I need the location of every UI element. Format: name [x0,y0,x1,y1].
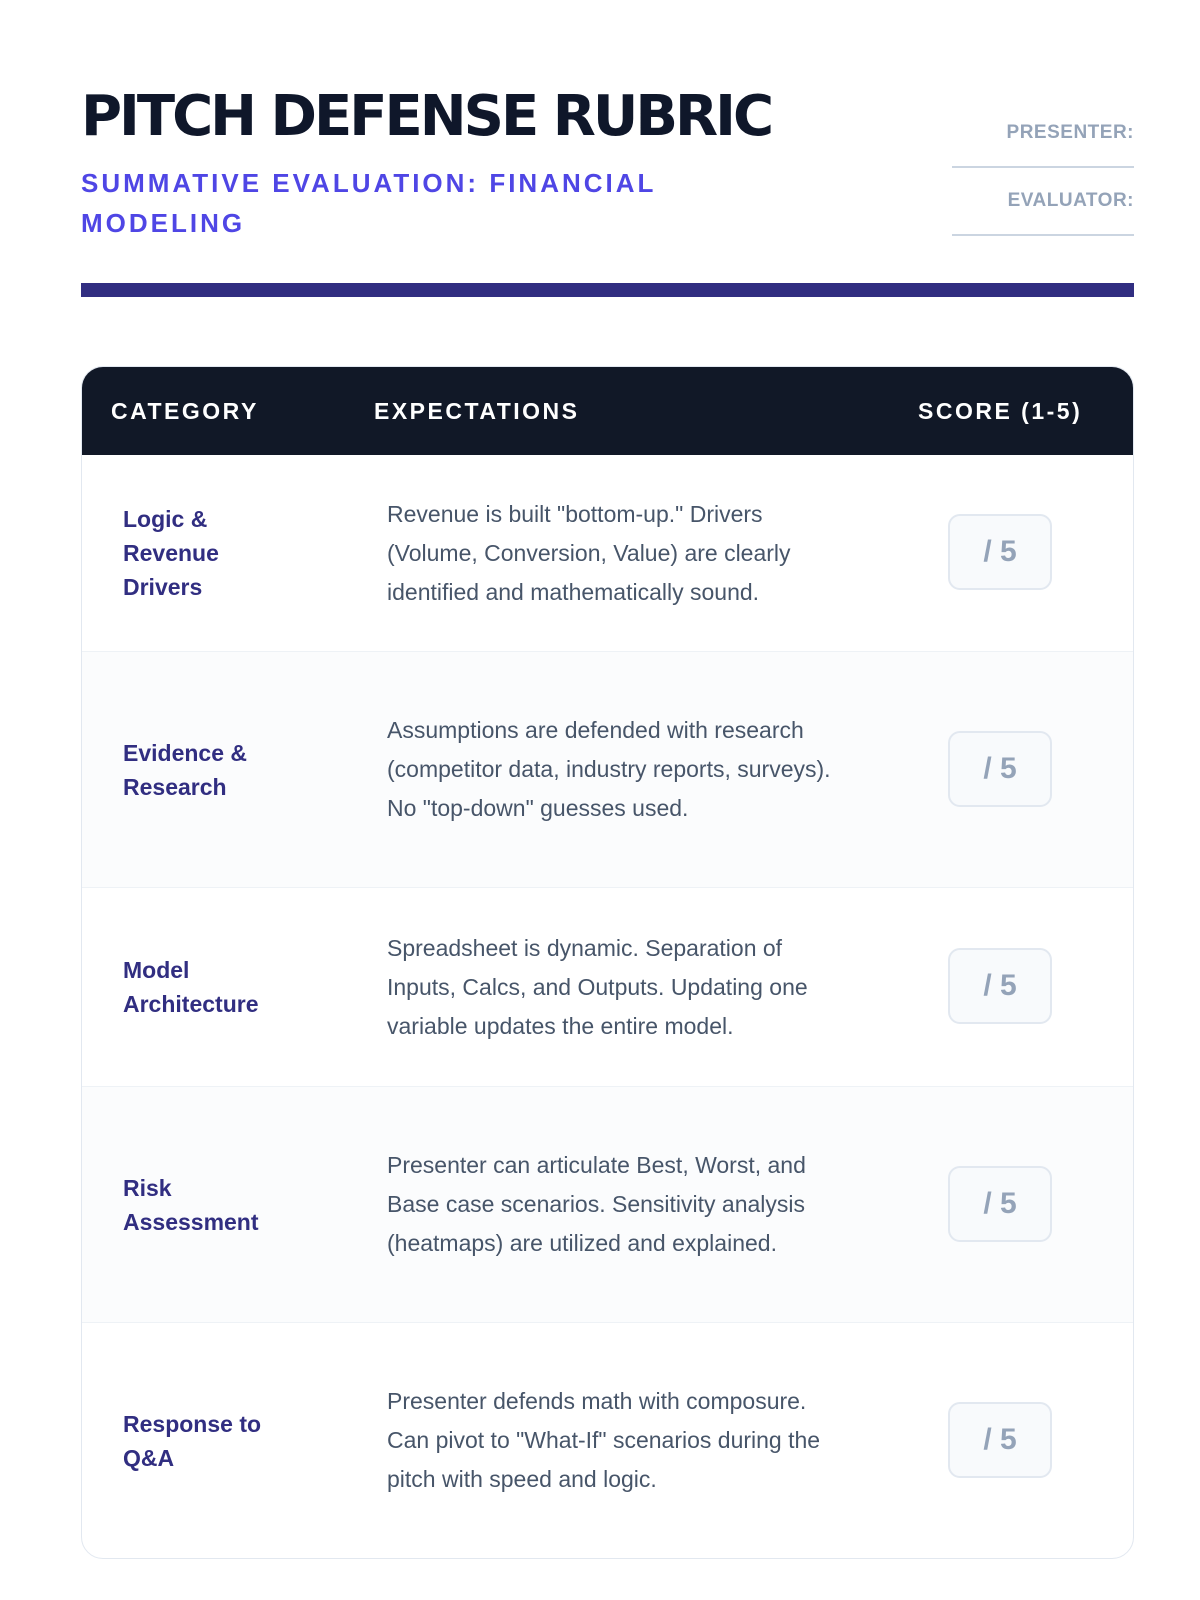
column-header-expectations: EXPECTATIONS [374,398,580,424]
expectations-text: Presenter can articulate Best, Worst, and Base case scenarios. Sensitivity analysis (heatmaps) are utilized and explained. [387,1152,806,1256]
evaluation-meta [952,120,1134,256]
category-cell [123,1323,298,1558]
expectations-text: Assumptions are defended with research (competitor data, industry reports, surveys). No "top-down" guesses used. [387,717,831,821]
table-body [82,455,1133,1558]
category-name: Response to Q&A [123,1410,262,1471]
score-input[interactable]: / 5 [948,1402,1052,1478]
expectations-text: Presenter defends math with composure. Can pivot to "What-If" scenarios during the pitch with speed and logic. [387,1388,821,1492]
category-name: Model Architecture [123,957,259,1017]
presenter-label: PRESENTER: [1006,122,1134,143]
category-cell [123,652,298,887]
score-input[interactable]: / 5 [948,514,1052,590]
expectations-cell [387,1323,837,1558]
evaluator-field[interactable] [952,188,1134,236]
score-input[interactable]: / 5 [948,948,1052,1024]
column-header-score: SCORE (1-5) [918,398,1083,424]
category-cell [123,1087,298,1322]
table-row [82,1086,1133,1322]
table-row [82,1322,1133,1558]
expectations-cell [387,888,837,1086]
category-cell [123,888,298,1086]
rubric-page [81,0,1134,1492]
expectations-text: Revenue is built "bottom-up." Drivers (Volume, Conversion, Value) are clearly identified and mathematically sound. [387,500,791,605]
presenter-signature-line[interactable] [952,166,1134,168]
table-row [82,651,1133,887]
category-name: Logic & Revenue Drivers [123,506,219,600]
presenter-field[interactable] [952,120,1134,168]
rubric-table [81,366,1134,1559]
score-input[interactable]: / 5 [948,731,1052,807]
page-title: PITCH DEFENSE RUBRIC [81,84,772,149]
evaluator-signature-line[interactable] [952,234,1134,236]
expectations-cell [387,455,837,651]
category-cell [123,455,298,651]
category-name: Risk Assessment [123,1174,259,1235]
score-input[interactable]: / 5 [948,1166,1052,1242]
header-divider [81,283,1134,297]
table-header [82,367,1133,455]
category-name: Evidence & Research [123,739,247,800]
table-row [82,887,1133,1086]
table-row [82,455,1133,651]
page-subtitle: SUMMATIVE EVALUATION: FINANCIAL MODELING [81,168,656,238]
evaluator-label: EVALUATOR: [1007,190,1134,211]
expectations-cell [387,1087,837,1322]
expectations-text: Spreadsheet is dynamic. Separation of Inputs, Calcs, and Outputs. Updating one variable updates the entire model. [387,934,808,1039]
column-header-category: CATEGORY [111,398,259,424]
expectations-cell [387,652,837,887]
rubric-header [81,0,1134,297]
